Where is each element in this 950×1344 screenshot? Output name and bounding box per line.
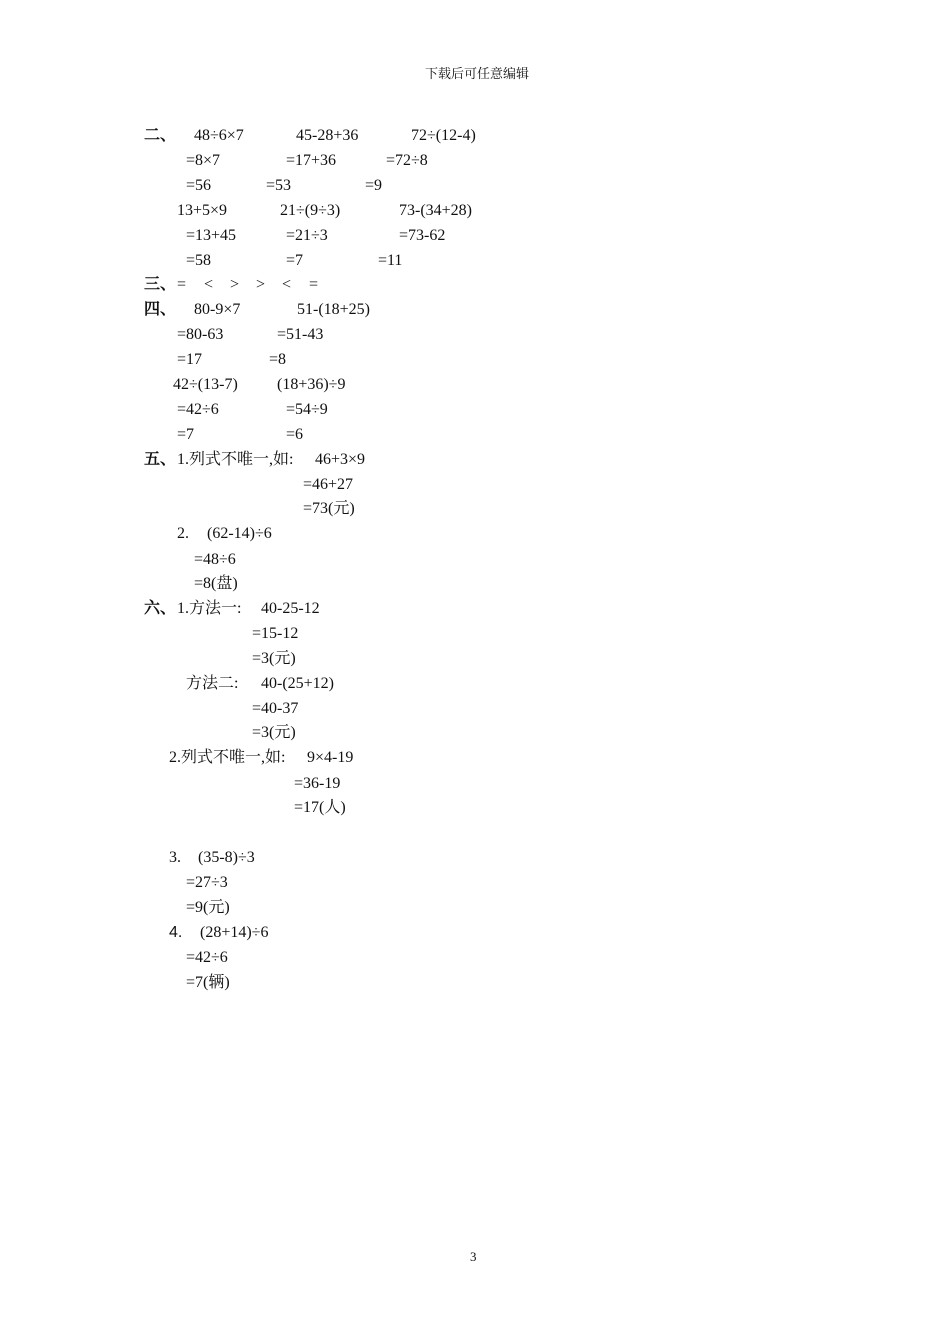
s6-m2-step: =40-37 [252, 700, 299, 717]
s6-q2-expr: 9×4-19 [307, 749, 354, 766]
s2-result: =9 [365, 177, 383, 194]
s4-step: =54÷9 [286, 401, 328, 418]
s3-answer: > [256, 276, 266, 293]
s4-result: =6 [286, 426, 304, 443]
s4-expr-3: 42÷(13-7) [173, 376, 238, 393]
section-3-label: 三、 [144, 276, 177, 293]
s3-answer: < [282, 276, 292, 293]
s6-q4-expr: (28+14)÷6 [200, 924, 269, 941]
s5-q2-step: =48÷6 [194, 551, 236, 568]
s4-result: =7 [177, 426, 195, 443]
s2-step: =73-62 [399, 227, 446, 244]
s2-expr-2: 45-28+36 [296, 127, 359, 144]
s6-m1-expr: 40-25-12 [261, 600, 320, 617]
s4-step: =51-43 [277, 326, 324, 343]
s6-m1-result: =3(元) [252, 650, 296, 667]
s2-step: =72÷8 [386, 152, 428, 169]
s4-result: =8 [269, 351, 287, 368]
s2-result: =58 [186, 252, 212, 269]
s6-q3-step: =27÷3 [186, 874, 228, 891]
s5-q1-prefix: 1.列式不唯一,如: [177, 451, 294, 468]
s4-expr-1: 80-9×7 [194, 301, 241, 318]
s6-m2-label: 方法二: [186, 675, 239, 692]
s4-expr-2: 51-(18+25) [297, 301, 371, 318]
s2-result: =11 [378, 252, 403, 269]
s6-q2-result: =17(人) [294, 799, 346, 816]
s5-q1-expr: 46+3×9 [315, 451, 366, 468]
s4-step: =42÷6 [177, 401, 219, 418]
s6-q1-prefix: 1.方法一: [177, 600, 242, 617]
s6-q3-number: 3. [169, 849, 181, 866]
s2-step: =21÷3 [286, 227, 328, 244]
section-6-label: 六、 [144, 600, 177, 617]
s2-result: =53 [266, 177, 292, 194]
s6-m1-step: =15-12 [252, 625, 299, 642]
s3-answer: = [309, 276, 319, 293]
s2-expr-1: 48÷6×7 [194, 127, 244, 144]
s5-q1-step: =46+27 [303, 476, 354, 493]
s2-step: =17+36 [286, 152, 337, 169]
s3-answer: < [204, 276, 214, 293]
s6-q2-prefix: 2.列式不唯一,如: [169, 749, 286, 766]
s4-expr-4: (18+36)÷9 [277, 376, 346, 393]
s6-m2-result: =3(元) [252, 724, 296, 741]
s2-result: =7 [286, 252, 304, 269]
s4-step: =80-63 [177, 326, 224, 343]
s5-q2-expr: (62-14)÷6 [207, 525, 272, 542]
page-number: 3 [470, 1249, 477, 1264]
section-4-label: 四、 [144, 301, 177, 318]
s6-q2-step: =36-19 [294, 775, 341, 792]
section-2-label: 二、 [144, 127, 177, 144]
s6-q4-number: 4. [169, 924, 183, 941]
s2-step: =8×7 [186, 152, 221, 169]
s3-answer: = [177, 276, 187, 293]
s5-q2-number: 2. [177, 525, 189, 542]
s6-q3-expr: (35-8)÷3 [198, 849, 255, 866]
s2-expr-3: 72÷(12-4) [411, 127, 476, 144]
page-header: 下载后可任意编辑 [425, 66, 530, 81]
s2-result: =56 [186, 177, 212, 194]
s6-q4-step: =42÷6 [186, 949, 228, 966]
s6-q3-result: =9(元) [186, 899, 230, 916]
s2-expr-6: 73-(34+28) [399, 202, 473, 219]
s5-q1-result: =73(元) [303, 500, 355, 517]
s4-result: =17 [177, 351, 203, 368]
s2-step: =13+45 [186, 227, 237, 244]
s6-q4-result: =7(辆) [186, 974, 230, 991]
s6-m2-expr: 40-(25+12) [261, 675, 335, 692]
s5-q2-result: =8(盘) [194, 575, 238, 592]
s2-expr-4: 13+5×9 [177, 202, 228, 219]
s2-expr-5: 21÷(9÷3) [280, 202, 341, 219]
s3-answer: > [230, 276, 240, 293]
section-5-label: 五、 [144, 451, 177, 468]
